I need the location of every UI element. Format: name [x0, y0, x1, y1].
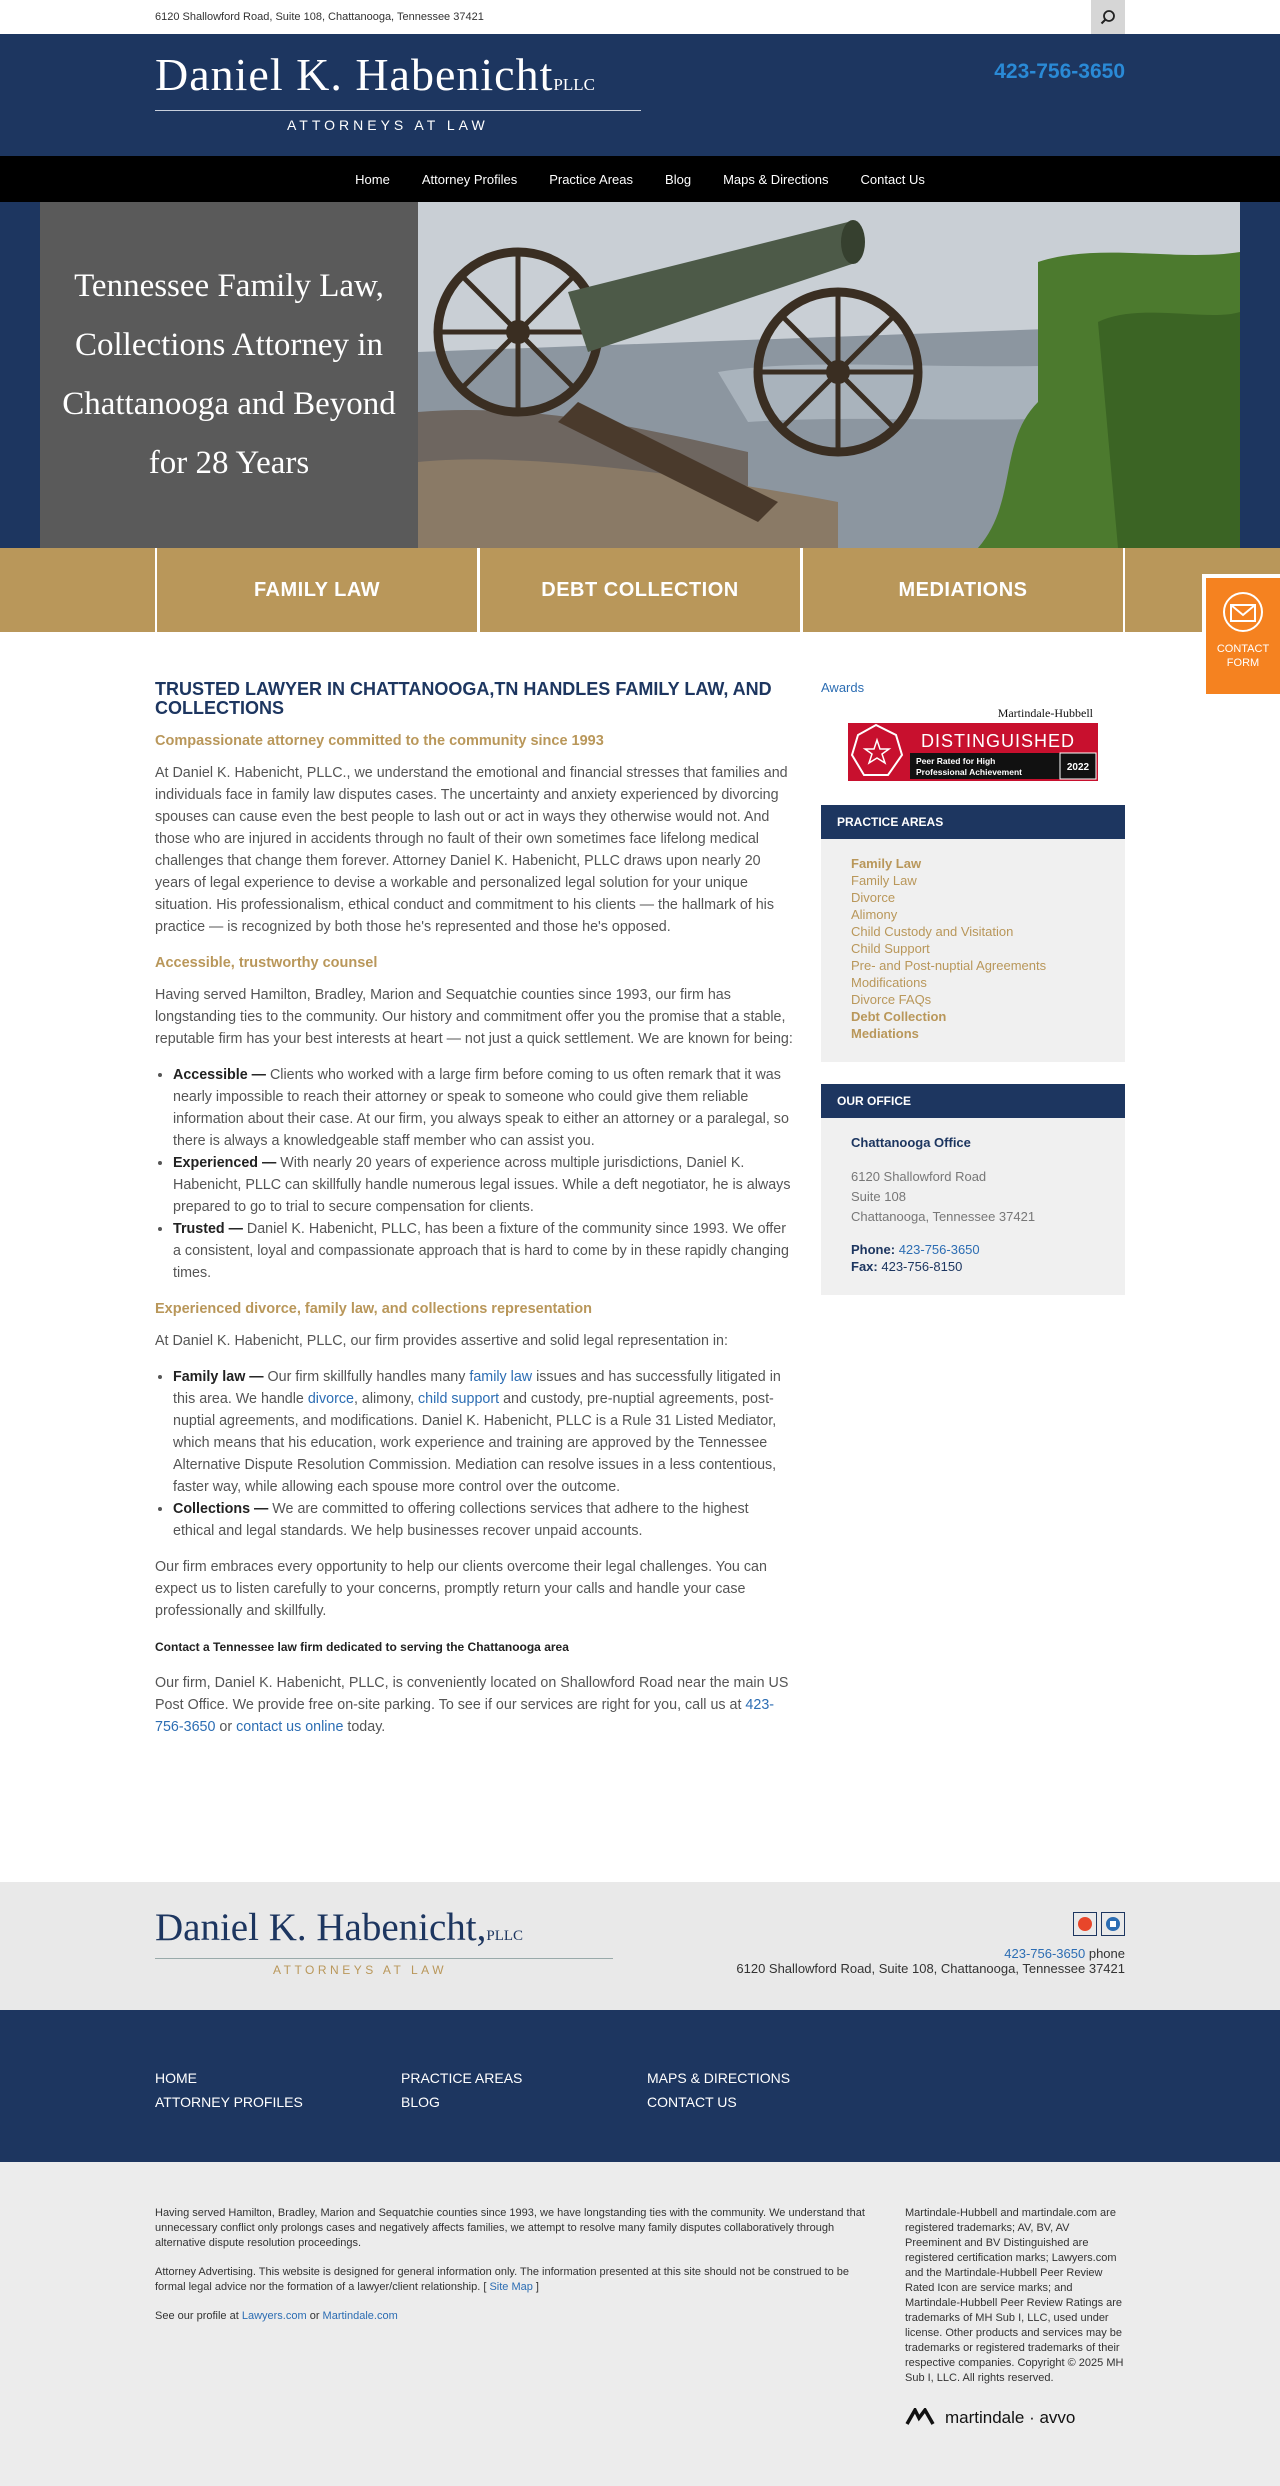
footer-logo-band: [0, 1882, 1280, 2010]
cannon-illustration: [418, 202, 1240, 548]
martindale-com-link[interactable]: Martindale.com: [322, 2310, 398, 2322]
lawyers-icon: [1105, 1916, 1121, 1932]
martindale-icon: [1077, 1916, 1093, 1932]
practice-link-modifications[interactable]: Modifications: [851, 975, 927, 990]
footer-nav-practice-areas[interactable]: PRACTICE AREAS: [401, 2070, 523, 2086]
practice-link-child-support[interactable]: Child Support: [851, 941, 930, 956]
footer-nav-home[interactable]: HOME: [155, 2070, 197, 2086]
footer-phone-suffix: phone: [1085, 1946, 1125, 1961]
footer-nav-contact[interactable]: CONTACT US: [647, 2094, 737, 2110]
legal-community: Having served Hamilton, Bradley, Marion and Sequatchie counties since 1993, we have longstanding ties with the community. We understand that unnecessary conflict only prolongs cases and negatively affects families, we attempt to resolve many family disputes collaboratively through alternative dispute resolution proceedings.: [155, 2207, 865, 2249]
martindale-avvo-mark-icon: [905, 2408, 939, 2426]
list-term: Accessible —: [173, 1067, 266, 1083]
paragraph-intro: At Daniel K. Habenicht, PLLC., we understand the emotional and financial stresses that families and individuals face in family law disputes cases. The uncertainty and anxiety experienced by divorcing spouses can cause even the best people to lash out or act in ways they otherwise would not. And those who are injured in accidents through no fault of their own sometimes face lifelong medical challenges that change them forever. Attorney Daniel K. Habenicht, PLLC draws upon nearly 20 years of legal experience to devise a workable and personalized legal solution for your unique situation. His professionalism, ethical conduct and commitment to his clients — the hallmark of his practice — is recognized by both those he's represented and those he's opposed.: [155, 765, 788, 935]
nav-attorney-profiles[interactable]: Attorney Profiles: [421, 171, 518, 187]
office-fax: 423-756-8150: [881, 1259, 963, 1274]
practice-link-alimony[interactable]: Alimony: [851, 907, 898, 922]
subheading-accessible: Accessible, trustworthy counsel: [155, 955, 378, 971]
text-span: ]: [532, 2281, 539, 2293]
list-text: issues and has successfully litigated in this area. We handle: [173, 1369, 781, 1407]
practice-link-family-law-main[interactable]: Family Law: [851, 856, 922, 871]
lawyers-com-link[interactable]: Lawyers.com: [241, 2310, 307, 2322]
nav-home[interactable]: Home: [355, 171, 390, 187]
nav-practice-areas[interactable]: Practice Areas: [549, 171, 634, 187]
logo-tagline: ATTORNEYS AT LAW: [287, 117, 489, 133]
list-text: We are committed to offering collections services that adhere to the highest ethical and legal standards. We help businesses recover unpaid accounts.: [173, 1501, 749, 1539]
text-span: Our firm, Daniel K. Habenicht, PLLC, is conveniently located on Shallowford Road near the main US Post Office. We provide free on-site parking. To see if our services are right for you, call us at: [155, 1675, 789, 1713]
text-span: or: [215, 1719, 237, 1735]
office-name: Chattanooga Office: [851, 1135, 971, 1150]
footer-nav-blog[interactable]: BLOG: [401, 2094, 440, 2110]
distinguished-badge-graphic: [848, 705, 1098, 785]
footer-logo-suffix: PLLC: [486, 1928, 524, 1944]
footer-nav-col-2: [401, 2066, 647, 2114]
footer-nav-col-1: [155, 2066, 401, 2114]
practice-link-divorce-faqs[interactable]: Divorce FAQs: [851, 992, 932, 1007]
sidebar: [821, 680, 1125, 1752]
logo-name: Daniel K. Habenicht: [155, 49, 554, 100]
list-term: Experienced —: [173, 1155, 277, 1171]
qualities-list: [173, 1064, 793, 1284]
subheading-compassionate: Compassionate attorney committed to the community since 1993: [155, 733, 604, 749]
legal-disclaimer: [155, 2265, 867, 2295]
text-span: Attorney Advertising. This website is designed for general information only. The information presented at this site should not be construed to be formal legal advice nor the formation of a lawyer/client relationship. [: [155, 2266, 850, 2293]
list-item: [173, 1218, 793, 1284]
child-support-link[interactable]: child support: [418, 1391, 500, 1407]
paragraph-history: Having served Hamilton, Bradley, Marion and Sequatchie counties since 1993, our firm has longstanding ties to the community. Our history and commitment offer you the promise that a stable, reputable firm has your best interests at heart — not just a quick settlement. We are known for being:: [155, 987, 793, 1047]
martindale-badge[interactable]: [848, 705, 1098, 785]
nav-contact-us[interactable]: Contact Us: [860, 171, 925, 187]
list-text: Clients who worked with a large firm before coming to us often remark that it was nearly impossible to reach their attorney or speak to someone who could give them reliable information about their case. At our firm, you always speak to either an attorney or a paralegal, so there is always a knowledgeable staff member who can assist you.: [173, 1067, 789, 1149]
list-term: Trusted —: [173, 1221, 243, 1237]
footer-nav-maps[interactable]: MAPS & DIRECTIONS: [647, 2070, 791, 2086]
footer-nav-attorney-profiles[interactable]: ATTORNEY PROFILES: [155, 2094, 303, 2110]
footer-nav-col-3: [647, 2066, 893, 2114]
practice-boxes: [0, 548, 1280, 632]
contact-tab-line1: CONTACT: [1216, 643, 1270, 655]
legal-right: [905, 2206, 1125, 2426]
header-phone[interactable]: 423-756-3650: [994, 60, 1125, 83]
paragraph-location: [155, 1672, 793, 1738]
practice-areas-list: [821, 839, 1125, 1062]
list-item: [173, 1064, 793, 1152]
list-text: Our firm skillfully handles many: [263, 1369, 470, 1385]
list-item: [173, 1498, 793, 1542]
search-icon: [1100, 9, 1116, 25]
box-family-law[interactable]: FAMILY LAW: [253, 578, 381, 601]
hero-headline: Tennessee Family Law, Collections Attorney in Chattanooga and Beyond for 28 Years: [40, 202, 418, 548]
main-nav: [0, 156, 1280, 202]
list-text: and custody, pre-nuptial agreements, post-nuptial agreements, and modifications. Daniel K. Habenicht, PLLC is a Rule 31 Listed Mediator, which means that his education, work experience and training are approved by the Tennessee Alternative Dispute Resolution Commission. Mediation can resolve issues in a less contentious, faster way, while allowing each spouse more control over the outcome.: [173, 1391, 777, 1495]
social-link-lawyers[interactable]: [1101, 1912, 1125, 1936]
main-article: [155, 680, 793, 1752]
office-phone-row: [851, 1241, 1095, 1258]
practice-areas-heading: PRACTICE AREAS: [821, 805, 1125, 839]
contact-online-link[interactable]: contact us online: [236, 1719, 344, 1735]
top-address: 6120 Shallowford Road, Suite 108, Chattanooga, Tennessee 37421: [155, 11, 484, 23]
practice-link-custody[interactable]: Child Custody and Visitation: [851, 924, 1014, 939]
family-law-link[interactable]: family law: [469, 1369, 533, 1385]
practice-link-debt-collection[interactable]: Debt Collection: [851, 1009, 947, 1024]
list-term: Collections —: [173, 1501, 269, 1517]
text-span: or: [306, 2310, 323, 2322]
footer-logo[interactable]: [155, 1908, 613, 1977]
list-term: Family law —: [173, 1369, 264, 1385]
footer-legal: [0, 2162, 1280, 2486]
office-address-line1: 6120 Shallowford Road: [851, 1169, 987, 1184]
office-fax-row: [851, 1258, 1095, 1275]
mh-logo-text: martindale · avvo: [945, 2407, 1076, 2427]
trademark-notice: Martindale-Hubbell and martindale.com are registered trademarks; AV, BV, AV Preeminent and BV Distinguished are registered certification marks; Lawyers.com and the Martindale-Hubbell Peer Review Rated Icon are service marks; and Martindale-Hubbell Peer Review Ratings are trademarks of MH Sub I, LLC, used under license. Other products and services may be trademarks or registered trademarks of their respective companies. Copyright © 2025 MH Sub I, LLC. All rights reserved.: [905, 2207, 1124, 2384]
legal-profile: [155, 2309, 867, 2324]
envelope-icon: [1222, 592, 1264, 632]
list-item: [173, 1366, 793, 1498]
nav-blog[interactable]: Blog: [665, 171, 692, 187]
sitemap-link[interactable]: Site Map: [489, 2281, 533, 2293]
top-bar: [0, 0, 1280, 34]
phone-label: Phone:: [851, 1242, 896, 1257]
page-title: TRUSTED LAWYER IN CHATTANOOGA,TN HANDLES FAMILY LAW, AND COLLECTIONS: [155, 679, 772, 718]
list-text: With nearly 20 years of experience across multiple jurisdictions, Daniel K. Habenicht, PLLC can skillfully handle numerous legal issues. While a deft negotiator, he is always prepared to go to trial to secure compensation for clients.: [173, 1155, 791, 1215]
office-address-line3: Chattanooga, Tennessee 37421: [851, 1209, 1036, 1224]
search-button[interactable]: [1091, 0, 1125, 34]
badge-brand: Martindale-Hubbell: [997, 706, 1093, 720]
practice-link-divorce[interactable]: Divorce: [851, 890, 896, 905]
footer-social-icons: [736, 1912, 1125, 1936]
list-text: , alimony,: [353, 1391, 419, 1407]
badge-title: DISTINGUISHED: [920, 731, 1076, 751]
legal-left: [155, 2206, 867, 2426]
footer-phone-link[interactable]: 423-756-3650: [1004, 1946, 1086, 1961]
paragraph-embrace: Our firm embraces every opportunity to help our clients overcome their legal challenges. You can expect us to listen carefully to your concerns, promptly return your calls and handle your case professionally and skillfully.: [155, 1559, 767, 1619]
divorce-link[interactable]: divorce: [307, 1391, 354, 1407]
subheading-experienced: Experienced divorce, family law, and collections representation: [155, 1301, 593, 1317]
list-item: [173, 1152, 793, 1218]
footer-contact: [736, 1912, 1125, 1976]
footer-logo-name: Daniel K. Habenicht,: [155, 1906, 487, 1949]
contact-form-tab[interactable]: [1202, 574, 1280, 698]
our-office-heading: OUR OFFICE: [821, 1084, 1125, 1118]
site-header: [0, 34, 1280, 156]
site-logo[interactable]: [155, 49, 641, 133]
services-list: [173, 1366, 793, 1542]
logo-suffix: PLLC: [553, 75, 595, 94]
footer-phone-row: [736, 1946, 1125, 1961]
office-info: [821, 1118, 1125, 1295]
footer-address: 6120 Shallowford Road, Suite 108, Chattanooga, Tennessee 37421: [736, 1961, 1125, 1976]
badge-year: 2022: [1066, 762, 1090, 773]
social-link-martindale[interactable]: [1073, 1912, 1097, 1936]
subheading-contact: Contact a Tennessee law firm dedicated to serving the Chattanooga area: [155, 1640, 569, 1654]
office-address-line2: Suite 108: [851, 1189, 906, 1204]
box-debt-collection[interactable]: DEBT COLLECTION: [477, 548, 800, 632]
hero-banner: [0, 202, 1280, 548]
practice-link-family-law[interactable]: Family Law: [851, 873, 917, 888]
box-mediations[interactable]: MEDIATIONS: [800, 548, 1123, 632]
logo-rule: [155, 110, 641, 111]
awards-label: Awards: [821, 680, 865, 695]
footer-nav: [0, 2010, 1280, 2162]
text-span: today.: [343, 1719, 386, 1735]
contact-tab-line2: FORM: [1226, 657, 1260, 669]
nav-maps-directions[interactable]: Maps & Directions: [723, 171, 829, 187]
body-phone-link[interactable]: 423-756-3650: [155, 1697, 775, 1735]
footer-logo-rule: [155, 1958, 613, 1959]
badge-line2: Professional Achievement: [916, 767, 1022, 777]
fax-label: Fax:: [851, 1259, 878, 1274]
paragraph-representation: At Daniel K. Habenicht, PLLC, our firm provides assertive and solid legal representation in:: [155, 1333, 728, 1349]
practice-link-mediations[interactable]: Mediations: [851, 1026, 919, 1041]
martindale-avvo-logo[interactable]: [905, 2408, 1125, 2426]
footer-logo-tagline: ATTORNEYS AT LAW: [273, 1963, 448, 1977]
practice-link-nuptial[interactable]: Pre- and Post-nuptial Agreements: [851, 958, 1047, 973]
text-span: See our profile at: [155, 2310, 242, 2322]
hero-cannon-image: [418, 202, 1240, 548]
office-phone-link[interactable]: 423-756-3650: [898, 1242, 980, 1257]
badge-line1: Peer Rated for High: [916, 756, 996, 766]
list-text: Daniel K. Habenicht, PLLC, has been a fixture of the community since 1993. We offer a consistent, loyal and compassionate approach that is hard to come by in these rapidly changing times.: [173, 1221, 789, 1281]
content-area: [0, 632, 1280, 1752]
